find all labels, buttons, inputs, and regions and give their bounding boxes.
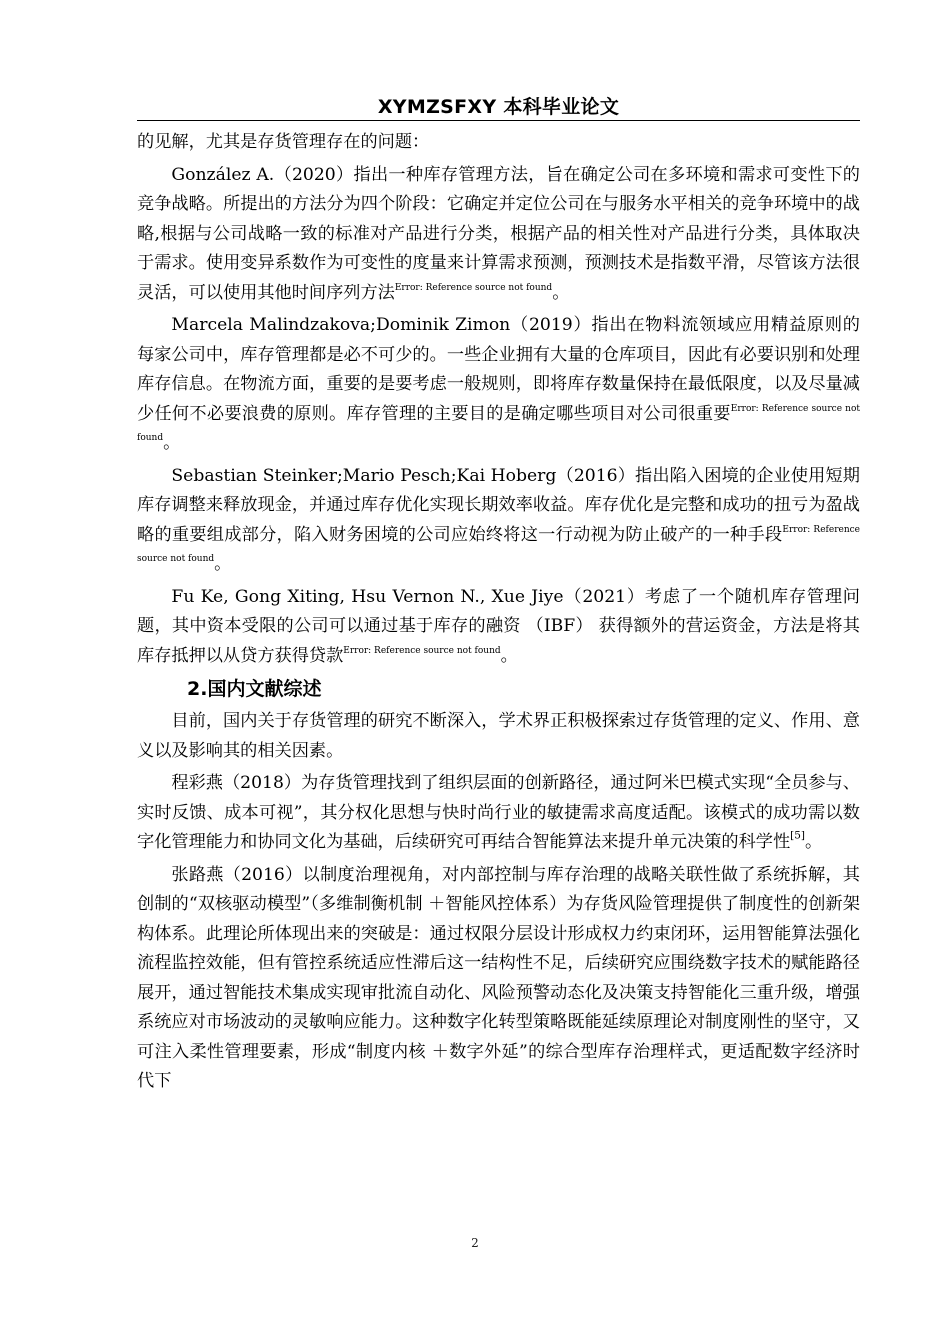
- paragraph-steinker: Sebastian Steinker;Mario Pesch;Kai Hoberg（2016）指出陷入困境的企业使用短期库存调整来释放现金，并通过库存优化实现长期效率收益。库存优化是完整和成功的扭亏为盈战略的重要组成部分，陷入财务困境的公司应始终将这一行动视为防止破产的一种手段$^{Error: Reference source not found}$。: [137, 465, 860, 574]
- reference-error-marker: Error: Reference source not found: [137, 524, 860, 564]
- header-title: XYMZSFXY 本科毕业论文: [377, 96, 620, 118]
- paragraph-fu-ke: Fu Ke, Gong Xiting, Hsu Vernon N., Xue Jiye（2021）考虑了一个随机库存管理问题，其中资本受限的公司可以通过基于库存的融资 （IBF） 获得额外的营运资金，方法是将其库存抵押以从贷方获得贷款$^{Error: Reference source not found}$。: [137, 586, 860, 666]
- paragraph-gonzalez: González A.（2020）指出一种库存管理方法，旨在确定公司在多环境和需求可变性下的竞争战略。所提出的方法分为四个阶段：它确定并定位公司在与服务水平相关的竞争环境中的战略,根据与公司战略一致的标准对产品进行分类，根据产品的相关性对产品进行分类，具体取决于需求。使用变异系数作为可变性的度量来计算需求预测，预测技术是指数平滑，尽管该方法很灵活，可以使用其他时间序列方法$^{Error: Reference source not found}$。: [137, 164, 860, 303]
- paragraph-domestic-intro: 目前，国内关于存货管理的研究不断深入，学术界正积极探索过存货管理的定义、作用、意义以及影响其的相关因素。: [137, 711, 860, 761]
- paragraph-intro-continuation: 的见解，尤其是存货管理存在的问题：: [137, 132, 430, 152]
- reference-error-marker: Error: Reference source not found: [394, 282, 553, 293]
- paragraph-malindzakova: Marcela Malindzakova;Dominik Zimon（2019）指出在物料流领域应用精益原则的每家公司中，库存管理都是必不可少的。一些企业拥有大量的仓库项目，因此有必要识别和处理库存信息。在物流方面，重要的是要考虑一般规则，即将库存数量保持在最低限度，以及尽量减少任何不必要浪费的原则。库存管理的主要目的是确定哪些项目对公司很重要$^{Error: Reference source not found}$。: [137, 315, 860, 453]
- citation-marker: [5]: [790, 829, 806, 842]
- reference-error-marker: Error: Reference source not found: [343, 645, 501, 656]
- reference-error-marker: Error: Reference source not found: [137, 403, 860, 443]
- paragraph-cheng-caiyan: 程彩燕（2018）为存货管理找到了组织层面的创新路径，通过阿米巴模式实现“全员参与、实时反馈、成本可视”，其分权化思想与快时尚行业的敏捷需求高度适配。该模式的成功需以数字化管理能力和协同文化为基础，后续研究可再结合智能算法来提升单元决策的科学性[5]。: [137, 773, 860, 852]
- body-text: [137, 128, 860, 1097]
- section-heading: 2.国内文献综述: [187, 678, 322, 700]
- page-number: 2: [471, 1236, 479, 1250]
- page-header: [137, 94, 860, 121]
- paragraph-zhang-luyan: 张路燕（2016）以制度治理视角，对内部控制与库存治理的战略关联性做了系统拆解，其创制的“双核驱动模型”（多维制衡机制 ＋智能风控体系）为存货风险管理提供了制度性的创新架构体系。此理论所体现出来的突破是：通过权限分层设计形成权力约束闭环，运用智能算法强化流程监控效能，但有管控系统适应性滞后这一结构性不足，后续研究应围绕数字技术的赋能路径展开，通过智能技术集成实现审批流自动化、风险预警动态化及决策支持智能化三重升级，增强系统应对市场波动的灵敏响应能力。这种数字化转型策略既能延续原理论对制度刚性的坚守，又可注入柔性管理要素，形成“制度内核 ＋数字外延”的综合型库存治理样式，更适配数字经济时代下: [137, 864, 860, 1091]
